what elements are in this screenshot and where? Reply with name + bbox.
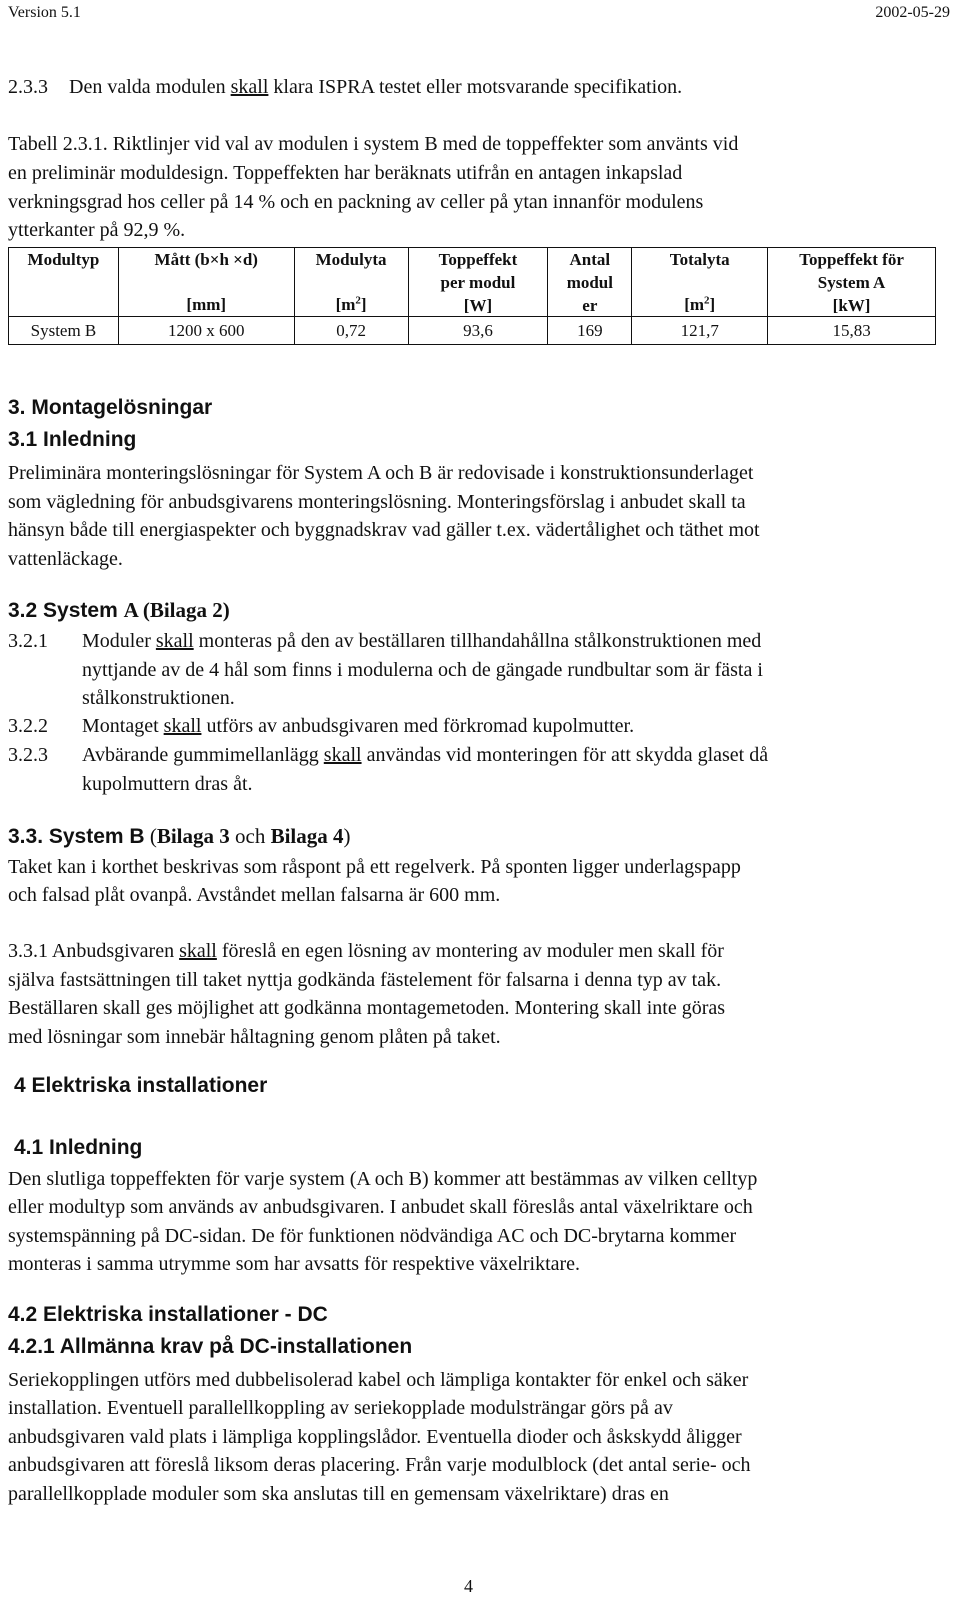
skall-word: skall [230,76,269,98]
paragraph-line: som vägledning för anbudsgivarens monteringslösning. Monteringsförslag i anbudet skall ta [8,491,746,513]
skall-word: skall [163,715,202,737]
clause-3-3-1: 3.3.1 Anbudsgivaren skall föreslå en egen lösning av montering av moduler men skall för [8,940,724,962]
clause-number: 2.3.3 [8,76,48,98]
paragraph-line: med lösningar som innebär håltagning genom plåten på taket. [8,1026,501,1048]
header-cell: Toppeffekt per modul [W] [408,248,548,317]
paragraph-line: Beställaren skall ges möjlighet att godkänna montagemetoden. Montering skall inte göras [8,997,726,1019]
skall-word: skall [179,940,217,962]
section-4-title: 4 Elektriska installationer [14,1074,268,1097]
paragraph-line: Den slutliga toppeffekten för varje system (A och B) kommer att bestämmas av vilken celltyp [8,1168,758,1190]
section-3-title: 3. Montagelösningar [8,396,213,419]
table-header-row [9,248,936,317]
table-cell: 93,6 [408,317,548,345]
table-cell: System B [9,317,119,345]
clause-text: stålkonstruktionen. [82,687,235,709]
header-cell: Mått (b×h ×d) [mm] [118,248,294,317]
table-caption-line-3: verkningsgrad hos celler på 14 % och en packning av celler på ytan innanför modulens [8,191,704,213]
module-table [8,247,936,345]
section-4-2-title: 4.2 Elektriska installationer - DC [8,1303,328,1326]
header-cell: Toppeffekt för System A [kW] [768,248,936,317]
table-cell: 0,72 [294,317,408,345]
skall-word: skall [323,744,362,766]
paragraph-line: Preliminära monteringslösningar för System A och B är redovisade i konstruktionsunderlaget [8,462,754,484]
paragraph-line: parallellkopplade moduler som ska anslutas till en gemensam växelriktare) dras en [8,1483,669,1505]
paragraph-line: Taket kan i korthet beskrivas som råspont på ett regelverk. På sponten ligger underlagspapp [8,856,741,878]
table-cell: 1200 x 600 [118,317,294,345]
table-caption-label: Tabell 2.3.1. [8,133,108,155]
paragraph-line: installation. Eventuell parallellkoppling av seriekopplade modulsträngar görs på av [8,1397,673,1419]
clause-text: Den valda modulen [69,76,231,98]
clause-text: kupolmuttern dras åt. [82,773,253,795]
table-row [9,317,936,345]
header-cell: Totalyta $[m^2]$ [632,248,768,317]
paragraph-line: Seriekopplingen utförs med dubbelisolerad kabel och lämpliga kontakter för enkel och säker [8,1369,749,1391]
title-part: A (Bilaga 2) [123,598,230,622]
clause-text-end: klara ISPRA testet eller motsvarande specifikation. [268,76,683,98]
paragraph-line: monteras i samma utrymme som har avsatts för respektive växelriktare. [8,1253,581,1275]
table-caption-line-2: en preliminär moduldesign. Toppeffekten har beräknats utifrån en antagen inkapslad [8,162,683,184]
clause-3-2-2: 3.2.2 [8,715,48,737]
clause-text: Avbärande gummimellanlägg skall användas vid monteringen för att skydda glaset då [82,744,769,766]
paragraph-line: och falsad plåt ovanpå. Avståndet mellan falsarna är 600 mm. [8,884,501,906]
section-4-1-title: 4.1 Inledning [14,1136,143,1159]
section-4-2-1-title: 4.2.1 Allmänna krav på DC-installationen [8,1335,413,1358]
title-part: 3.2 System [8,599,124,622]
clause-text: nyttjande av de 4 hål som finns i modulerna och de gängade rundbultar som är fästa i [82,659,763,681]
clause-text: Moduler skall monteras på den av beställaren tillhandahållna stålkonstruktionen med [82,630,762,652]
clause-number: 3.2.1 [8,630,48,652]
paragraph-line: anbudsgivaren att föreslå liksom deras placering. Från varje modulblock (det antal serie- och [8,1454,751,1476]
header-cell: Antal modul er [548,248,632,317]
table-cell: 15,83 [768,317,936,345]
table-cell: 121,7 [632,317,768,345]
clause-3-2-3: 3.2.3 [8,744,48,766]
header-cell: Modultyp [9,248,119,317]
section-3-2-title [8,598,230,623]
section-3-3-title: 3.3. System B (Bilaga 3 och Bilaga 4) [8,824,351,848]
header-cell: Modulyta $[m^2]$ [294,248,408,317]
paragraph-line: vattenläckage. [8,548,123,570]
page-number: 4 [464,1576,473,1596]
clause-2-3-3 [8,73,682,102]
table-caption-line-4: ytterkanter på 92,9 %. [8,219,186,241]
paragraph-line: eller modultyp som används av anbudsgivaren. I anbudet skall föreslås antal växelriktare och [8,1196,753,1218]
table-cell: 169 [548,317,632,345]
clause-text: Montaget skall utförs av anbudsgivaren med förkromad kupolmutter. [82,715,635,737]
caption-text: Riktlinjer vid val av modulen i system B med de toppeffekter som använts vid [107,133,739,155]
header-date: 2002-05-29 [875,4,950,21]
paragraph-line: anbudsgivaren vald plats i lämpliga kopplingslådor. Eventuella dioder och åskskydd åligger [8,1426,742,1448]
skall-word: skall [155,630,194,652]
paragraph-line: systemspänning på DC-sidan. De för funktionen nödvändiga AC och DC-brytarna kommer [8,1225,737,1247]
paragraph-line: själva fastsättningen till taket nyttja godkända fästelement för falsarna i denna typ av tak. [8,969,722,991]
table-caption-line-1 [8,130,738,159]
section-3-1-title: 3.1 Inledning [8,428,137,451]
clause-3-2-1 [8,627,48,656]
paragraph-line: hänsyn både till energiaspekter och byggnadskrav vad gäller t.ex. vädertålighet och täthet mot [8,519,760,541]
header-version: Version 5.1 [8,4,81,21]
